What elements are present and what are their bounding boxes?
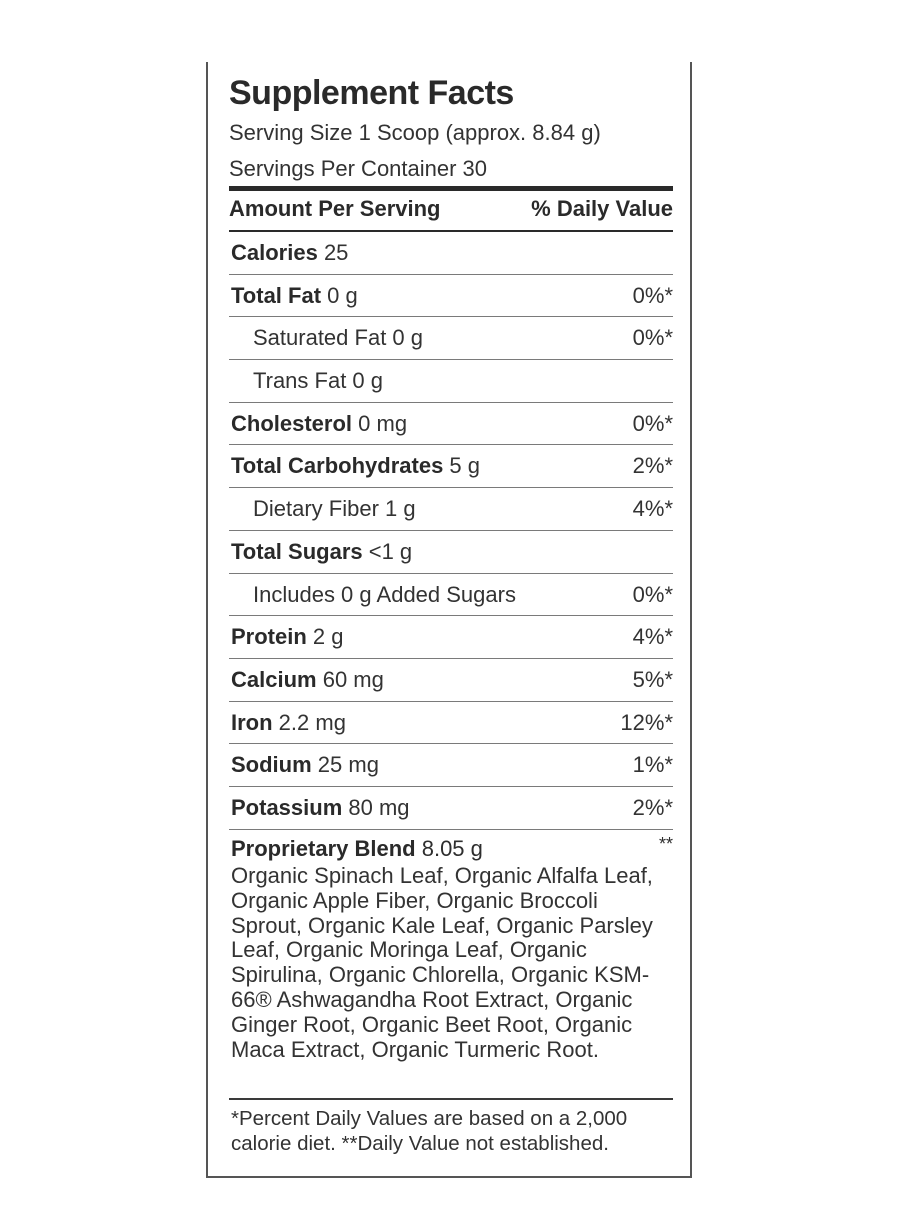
- nutrient-name: Total Fat: [231, 282, 322, 308]
- nutrient-dv: 2%*: [632, 794, 673, 820]
- nutrient-dv: 12%*: [620, 709, 673, 735]
- nutrient-dv: 0%*: [632, 410, 673, 436]
- nutrient-row-iron: [229, 702, 673, 745]
- nutrient-dv: 4%*: [632, 624, 673, 650]
- nutrient-name: Calcium: [231, 666, 317, 692]
- nutrient-amount: 0 g: [321, 282, 358, 308]
- nutrient-row-calories: [229, 232, 673, 275]
- thick-divider: [229, 186, 673, 191]
- nutrient-amount: Includes 0 g Added Sugars: [253, 581, 516, 607]
- nutrient-row-protein: [229, 616, 673, 659]
- nutrient-row-cholesterol: [229, 403, 673, 446]
- nutrient-row-dietary-fiber: [229, 488, 673, 531]
- supplement-facts-label: [206, 62, 692, 1178]
- nutrient-dv: 0%*: [632, 282, 673, 308]
- nutrient-amount: 5 g: [443, 453, 481, 479]
- nutrient-dv: 0%*: [632, 325, 673, 351]
- servings-per-container: Servings Per Container 30: [229, 156, 488, 181]
- blend-name: Proprietary Blend: [231, 836, 416, 861]
- nutrient-amount: Dietary Fiber 1 g: [253, 496, 416, 522]
- nutrient-amount: <1 g: [362, 538, 413, 564]
- nutrient-row-potassium: [229, 787, 673, 830]
- nutrient-amount: 25 mg: [311, 752, 379, 778]
- nutrient-name: Sodium: [231, 752, 312, 778]
- proprietary-blend: [229, 830, 673, 1062]
- nutrient-row-calcium: [229, 659, 673, 702]
- nutrient-name: Potassium: [231, 794, 343, 820]
- footnote-divider: [229, 1098, 673, 1100]
- nutrient-dv: 5%*: [632, 666, 673, 692]
- label-title: Supplement Facts: [229, 74, 514, 112]
- nutrient-amount: 0 mg: [352, 410, 408, 436]
- footnote: *Percent Daily Values are based on a 2,000 calorie diet. **Daily Value not established.: [231, 1107, 628, 1155]
- blend-dv: **: [658, 834, 673, 854]
- nutrient-dv: 2%*: [632, 453, 673, 479]
- nutrient-name: Iron: [231, 709, 273, 735]
- nutrient-row-sodium: [229, 744, 673, 787]
- blend-amount: 8.05 g: [415, 836, 483, 861]
- nutrient-row-total-carbohydrates: [229, 445, 673, 488]
- nutrient-amount: 60 mg: [316, 666, 384, 692]
- nutrient-name: Total Sugars: [231, 538, 363, 564]
- nutrient-name: Calories: [231, 240, 318, 265]
- nutrient-rows: [229, 232, 673, 830]
- nutrient-amount: Trans Fat 0 g: [253, 368, 384, 394]
- nutrient-amount: 2.2 mg: [272, 709, 346, 735]
- nutrient-row-saturated-fat: [229, 317, 673, 360]
- blend-heading: [229, 830, 673, 864]
- nutrient-amount: 2 g: [306, 624, 344, 650]
- serving-size: Serving Size 1 Scoop (approx. 8.84 g): [229, 120, 601, 145]
- blend-ingredients: Organic Spinach Leaf, Organic Alfalfa Leaf, Organic Apple Fiber, Organic Broccoli Sprout, Organic Kale Leaf, Organic Parsley Leaf, Organic Moringa Leaf, Organic Spirulina, Organic Chlorella, Organic KSM-66® Ashwagandha Root Extract, Organic Ginger Root, Organic Beet Root, Organic Maca Extract, Organic Turmeric Root.: [231, 863, 653, 1062]
- amount-per-serving-header: Amount Per Serving: [229, 196, 441, 221]
- nutrient-row-trans-fat: [229, 360, 673, 403]
- nutrient-name: Cholesterol: [231, 410, 353, 436]
- nutrient-name: Total Carbohydrates: [231, 453, 444, 479]
- nutrient-row-total-fat: [229, 275, 673, 318]
- nutrient-dv: 1%*: [632, 752, 673, 778]
- nutrient-dv: 4%*: [632, 496, 673, 522]
- nutrient-amount: 25: [317, 240, 349, 265]
- nutrient-dv: 0%*: [632, 581, 673, 607]
- nutrient-row-added-sugars: [229, 574, 673, 617]
- nutrient-name: Protein: [231, 624, 307, 650]
- column-header: [229, 196, 673, 226]
- nutrient-amount: Saturated Fat 0 g: [253, 325, 423, 351]
- daily-value-header: % Daily Value: [531, 196, 673, 221]
- nutrient-amount: 80 mg: [342, 794, 410, 820]
- nutrient-row-total-sugars: [229, 531, 673, 574]
